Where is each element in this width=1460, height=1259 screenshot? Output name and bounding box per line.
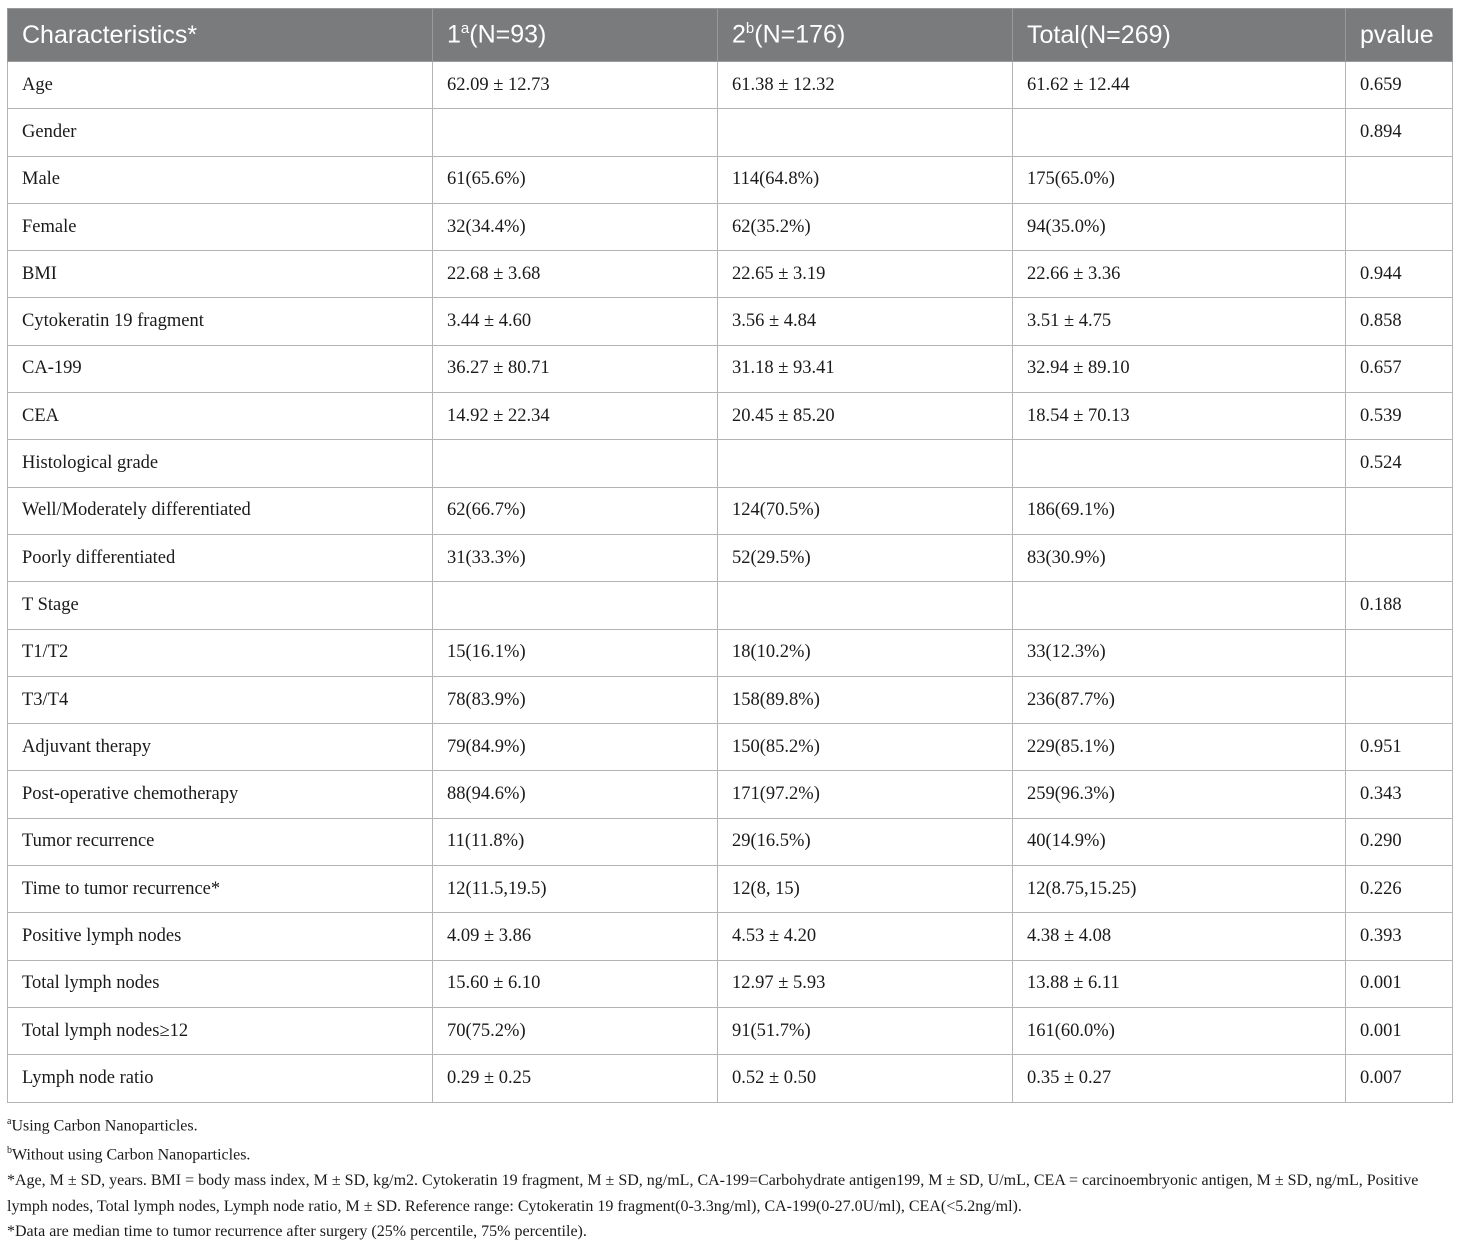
cell-group2: 4.53 ± 4.20 (718, 913, 1013, 960)
cell-group1: 3.44 ± 4.60 (433, 298, 718, 345)
cell-pvalue (1346, 534, 1453, 581)
table-row (8, 251, 1453, 298)
table-row (8, 960, 1453, 1007)
cell-group1: 61(65.6%) (433, 156, 718, 203)
cell-pvalue: 0.001 (1346, 1007, 1453, 1054)
cell-pvalue: 0.007 (1346, 1055, 1453, 1102)
table-row (8, 676, 1453, 723)
cell-group1 (433, 109, 718, 156)
cell-group1: 14.92 ± 22.34 (433, 393, 718, 440)
cell-group2: 12(8, 15) (718, 866, 1013, 913)
cell-group2 (718, 440, 1013, 487)
cell-group2: 18(10.2%) (718, 629, 1013, 676)
table-row (8, 629, 1453, 676)
cell-group1: 62.09 ± 12.73 (433, 62, 718, 109)
cell-pvalue (1346, 203, 1453, 250)
cell-pvalue: 0.290 (1346, 818, 1453, 865)
cell-characteristic: Adjuvant therapy (8, 724, 433, 771)
table-row (8, 534, 1453, 581)
cell-group1: 62(66.7%) (433, 487, 718, 534)
table-row (8, 866, 1453, 913)
cell-group2 (718, 109, 1013, 156)
cell-characteristic: Poorly differentiated (8, 534, 433, 581)
cell-group1: 15(16.1%) (433, 629, 718, 676)
cell-total: 259(96.3%) (1013, 771, 1346, 818)
cell-pvalue: 0.951 (1346, 724, 1453, 771)
cell-pvalue: 0.343 (1346, 771, 1453, 818)
cell-total: 18.54 ± 70.13 (1013, 393, 1346, 440)
cell-group2: 150(85.2%) (718, 724, 1013, 771)
cell-group2: 114(64.8%) (718, 156, 1013, 203)
cell-group2: 61.38 ± 12.32 (718, 62, 1013, 109)
table-row (8, 109, 1453, 156)
cell-total: 83(30.9%) (1013, 534, 1346, 581)
cell-total: 0.35 ± 0.27 (1013, 1055, 1346, 1102)
table-row (8, 1055, 1453, 1102)
cell-group2: 22.65 ± 3.19 (718, 251, 1013, 298)
cell-group1: 12(11.5,19.5) (433, 866, 718, 913)
cell-characteristic: Total lymph nodes (8, 960, 433, 1007)
footnote-units: *Age, M ± SD, years. BMI = body mass index, M ± SD, kg/m2. Cytokeratin 19 fragment, M ± SD, ng/mL, CA-199=Carbohydrate antigen199, M ± SD, U/mL, CEA = carcinoembryonic antigen, M ± SD, ng/mL, Positive lymph nodes, Total lymph nodes, Lymph node ratio, M ± SD. Reference range: Cytokeratin 19 fragment(0-3.3ng/ml), CA-199(0-27.0U/ml), CEA(<5.2ng/ml). (7, 1172, 1419, 1215)
cell-characteristic: Male (8, 156, 433, 203)
table-container (7, 8, 1452, 1245)
cell-pvalue: 0.393 (1346, 913, 1453, 960)
cell-group2: 12.97 ± 5.93 (718, 960, 1013, 1007)
cell-characteristic: BMI (8, 251, 433, 298)
cell-total: 186(69.1%) (1013, 487, 1346, 534)
cell-total: 61.62 ± 12.44 (1013, 62, 1346, 109)
cell-total (1013, 582, 1346, 629)
cell-pvalue: 0.524 (1346, 440, 1453, 487)
cell-group1: 32(34.4%) (433, 203, 718, 250)
header-total: Total(N=269) (1013, 9, 1346, 62)
cell-group2: 52(29.5%) (718, 534, 1013, 581)
footnotes (7, 1109, 1452, 1245)
cell-group1: 15.60 ± 6.10 (433, 960, 718, 1007)
cell-group2: 20.45 ± 85.20 (718, 393, 1013, 440)
cell-characteristic: CEA (8, 393, 433, 440)
cell-group1: 36.27 ± 80.71 (433, 345, 718, 392)
cell-total: 22.66 ± 3.36 (1013, 251, 1346, 298)
cell-characteristic: T1/T2 (8, 629, 433, 676)
footnote-median: *Data are median time to tumor recurrence after surgery (25% percentile, 75% percentile). (7, 1223, 587, 1241)
table-row (8, 156, 1453, 203)
cell-total: 4.38 ± 4.08 (1013, 913, 1346, 960)
table-row (8, 345, 1453, 392)
footnote-b (7, 1138, 1452, 1168)
cell-pvalue: 0.657 (1346, 345, 1453, 392)
cell-characteristic: Histological grade (8, 440, 433, 487)
table-row (8, 487, 1453, 534)
cell-group2: 124(70.5%) (718, 487, 1013, 534)
footnote-a-marker: a (7, 1115, 12, 1127)
footnote-a (7, 1109, 1452, 1139)
cell-group1: 31(33.3%) (433, 534, 718, 581)
cell-characteristic: Lymph node ratio (8, 1055, 433, 1102)
header-group2 (718, 9, 1013, 62)
cell-total: 32.94 ± 89.10 (1013, 345, 1346, 392)
footnote-a-text: Using Carbon Nanoparticles. (11, 1116, 198, 1134)
table-row (8, 1007, 1453, 1054)
cell-group1: 88(94.6%) (433, 771, 718, 818)
header-group1-sup: a (460, 20, 470, 38)
cell-total: 33(12.3%) (1013, 629, 1346, 676)
cell-total: 13.88 ± 6.11 (1013, 960, 1346, 1007)
cell-total: 229(85.1%) (1013, 724, 1346, 771)
cell-group1: 78(83.9%) (433, 676, 718, 723)
cell-group1: 4.09 ± 3.86 (433, 913, 718, 960)
header-pvalue: pvalue (1346, 9, 1453, 62)
cell-pvalue (1346, 487, 1453, 534)
table-row (8, 724, 1453, 771)
header-group2-sup: b (745, 20, 755, 38)
header-group1-number: 1 (447, 20, 461, 49)
table-row (8, 582, 1453, 629)
cell-total: 94(35.0%) (1013, 203, 1346, 250)
cell-characteristic: Positive lymph nodes (8, 913, 433, 960)
cell-total: 236(87.7%) (1013, 676, 1346, 723)
header-characteristics: Characteristics* (8, 9, 433, 62)
header-group2-n: (N=176) (754, 20, 846, 49)
cell-total (1013, 109, 1346, 156)
table-row (8, 440, 1453, 487)
cell-group2: 3.56 ± 4.84 (718, 298, 1013, 345)
cell-group1 (433, 582, 718, 629)
cell-total: 40(14.9%) (1013, 818, 1346, 865)
cell-pvalue: 0.539 (1346, 393, 1453, 440)
footnote-b-text: Without using Carbon Nanoparticles. (12, 1146, 251, 1164)
cell-characteristic: Female (8, 203, 433, 250)
table-row (8, 818, 1453, 865)
table-row (8, 913, 1453, 960)
cell-characteristic: T3/T4 (8, 676, 433, 723)
cell-characteristic: Time to tumor recurrence* (8, 866, 433, 913)
cell-characteristic: Cytokeratin 19 fragment (8, 298, 433, 345)
characteristics-table (7, 8, 1453, 1103)
header-group2-number: 2 (732, 20, 746, 49)
table-row (8, 393, 1453, 440)
cell-total: 161(60.0%) (1013, 1007, 1346, 1054)
cell-characteristic: Tumor recurrence (8, 818, 433, 865)
footnote-b-marker: b (7, 1145, 12, 1157)
cell-pvalue: 0.858 (1346, 298, 1453, 345)
cell-pvalue: 0.894 (1346, 109, 1453, 156)
cell-pvalue (1346, 629, 1453, 676)
table-row (8, 62, 1453, 109)
cell-group2: 0.52 ± 0.50 (718, 1055, 1013, 1102)
cell-group2: 91(51.7%) (718, 1007, 1013, 1054)
table-row (8, 203, 1453, 250)
cell-characteristic: T Stage (8, 582, 433, 629)
cell-total (1013, 440, 1346, 487)
cell-total: 3.51 ± 4.75 (1013, 298, 1346, 345)
cell-group2: 31.18 ± 93.41 (718, 345, 1013, 392)
cell-group2 (718, 582, 1013, 629)
cell-pvalue: 0.659 (1346, 62, 1453, 109)
cell-pvalue: 0.226 (1346, 866, 1453, 913)
cell-total: 12(8.75,15.25) (1013, 866, 1346, 913)
table-row (8, 298, 1453, 345)
cell-group1: 70(75.2%) (433, 1007, 718, 1054)
cell-characteristic: Total lymph nodes≥12 (8, 1007, 433, 1054)
table-header-row (8, 9, 1453, 62)
cell-group2: 158(89.8%) (718, 676, 1013, 723)
cell-group2: 171(97.2%) (718, 771, 1013, 818)
cell-group1: 22.68 ± 3.68 (433, 251, 718, 298)
table-body (8, 62, 1453, 1103)
cell-pvalue: 0.001 (1346, 960, 1453, 1007)
cell-characteristic: Age (8, 62, 433, 109)
cell-total: 175(65.0%) (1013, 156, 1346, 203)
cell-characteristic: Gender (8, 109, 433, 156)
cell-group1 (433, 440, 718, 487)
cell-group1: 0.29 ± 0.25 (433, 1055, 718, 1102)
cell-characteristic: Well/Moderately differentiated (8, 487, 433, 534)
cell-pvalue: 0.188 (1346, 582, 1453, 629)
cell-pvalue (1346, 156, 1453, 203)
cell-group2: 62(35.2%) (718, 203, 1013, 250)
cell-group1: 11(11.8%) (433, 818, 718, 865)
header-group1-n: (N=93) (469, 20, 547, 49)
header-group1 (433, 9, 718, 62)
cell-group1: 79(84.9%) (433, 724, 718, 771)
cell-group2: 29(16.5%) (718, 818, 1013, 865)
cell-pvalue: 0.944 (1346, 251, 1453, 298)
table-row (8, 771, 1453, 818)
cell-characteristic: CA-199 (8, 345, 433, 392)
cell-characteristic: Post-operative chemotherapy (8, 771, 433, 818)
cell-pvalue (1346, 676, 1453, 723)
